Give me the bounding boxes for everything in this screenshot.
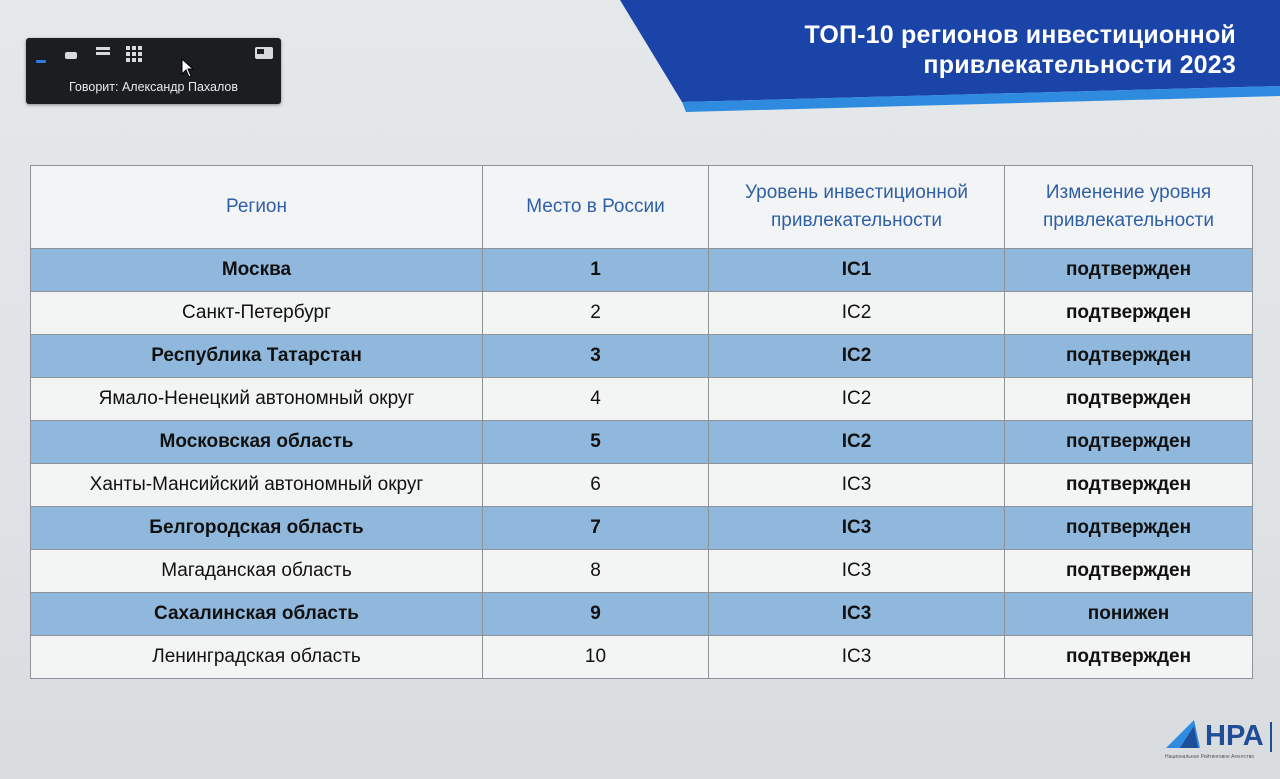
speaker-view-icon[interactable]: [65, 52, 77, 59]
cell-level: IC2: [709, 335, 1005, 378]
header-level: Уровень инвестиционной привлекательности: [709, 166, 1005, 249]
header-place: Место в России: [483, 166, 709, 249]
cell-region: Москва: [31, 249, 483, 292]
cell-region: Республика Татарстан: [31, 335, 483, 378]
cell-change: подтвержден: [1005, 464, 1253, 507]
cell-change: подтвержден: [1005, 335, 1253, 378]
table-row: [31, 550, 1253, 593]
header-region: Регион: [31, 166, 483, 249]
cell-region: Санкт-Петербург: [31, 292, 483, 335]
cell-change: подтвержден: [1005, 249, 1253, 292]
table-row: [31, 292, 1253, 335]
cell-place: 3: [483, 335, 709, 378]
logo-text: НРА: [1205, 720, 1264, 752]
cell-region: Сахалинская область: [31, 593, 483, 636]
cell-level: IC2: [709, 292, 1005, 335]
title-banner: [620, 0, 1280, 112]
table-row: [31, 507, 1253, 550]
table-row: [31, 378, 1253, 421]
cell-level: IC3: [709, 636, 1005, 679]
cell-change: подтвержден: [1005, 378, 1253, 421]
picture-in-picture-icon[interactable]: [255, 47, 273, 59]
cell-region: Московская область: [31, 421, 483, 464]
table-row: [31, 464, 1253, 507]
regions-table: [30, 165, 1253, 679]
cell-level: IC3: [709, 550, 1005, 593]
active-indicator-icon: [36, 60, 46, 63]
mouse-cursor-icon: [181, 58, 195, 78]
table-row: [31, 593, 1253, 636]
cell-level: IC3: [709, 593, 1005, 636]
cell-change: понижен: [1005, 593, 1253, 636]
header-change: Изменение уровня привлекательности: [1005, 166, 1253, 249]
cell-place: 1: [483, 249, 709, 292]
cell-region: Белгородская область: [31, 507, 483, 550]
cell-change: подтвержден: [1005, 550, 1253, 593]
cell-place: 2: [483, 292, 709, 335]
cell-level: IC3: [709, 507, 1005, 550]
logo-subtext: Национальное Рейтинговое Агентство: [1165, 754, 1255, 760]
cell-place: 6: [483, 464, 709, 507]
cell-change: подтвержден: [1005, 507, 1253, 550]
table-row: [31, 636, 1253, 679]
list-view-icon[interactable]: [96, 47, 110, 61]
gallery-view-icon[interactable]: [126, 46, 142, 62]
cell-change: подтвержден: [1005, 421, 1253, 464]
cell-place: 5: [483, 421, 709, 464]
table-row: [31, 421, 1253, 464]
cell-level: IC1: [709, 249, 1005, 292]
video-call-toolbar: [26, 38, 281, 104]
cell-place: 9: [483, 593, 709, 636]
cell-place: 4: [483, 378, 709, 421]
speaker-label: Говорит: Александр Пахалов: [69, 80, 238, 94]
cell-place: 8: [483, 550, 709, 593]
cell-region: Ханты-Мансийский автономный округ: [31, 464, 483, 507]
cell-change: подтвержден: [1005, 292, 1253, 335]
cell-place: 10: [483, 636, 709, 679]
cell-level: IC2: [709, 421, 1005, 464]
table-row: [31, 249, 1253, 292]
table-header-row: [31, 166, 1253, 249]
cell-level: IC2: [709, 378, 1005, 421]
cell-change: подтвержден: [1005, 636, 1253, 679]
cell-region: Магаданская область: [31, 550, 483, 593]
cell-place: 7: [483, 507, 709, 550]
cell-level: IC3: [709, 464, 1005, 507]
table-row: [31, 335, 1253, 378]
cell-region: Ямало-Ненецкий автономный округ: [31, 378, 483, 421]
slide-title: ТОП-10 регионов инвестиционной привлекательности 2023: [804, 21, 1236, 79]
cell-region: Ленинградская область: [31, 636, 483, 679]
